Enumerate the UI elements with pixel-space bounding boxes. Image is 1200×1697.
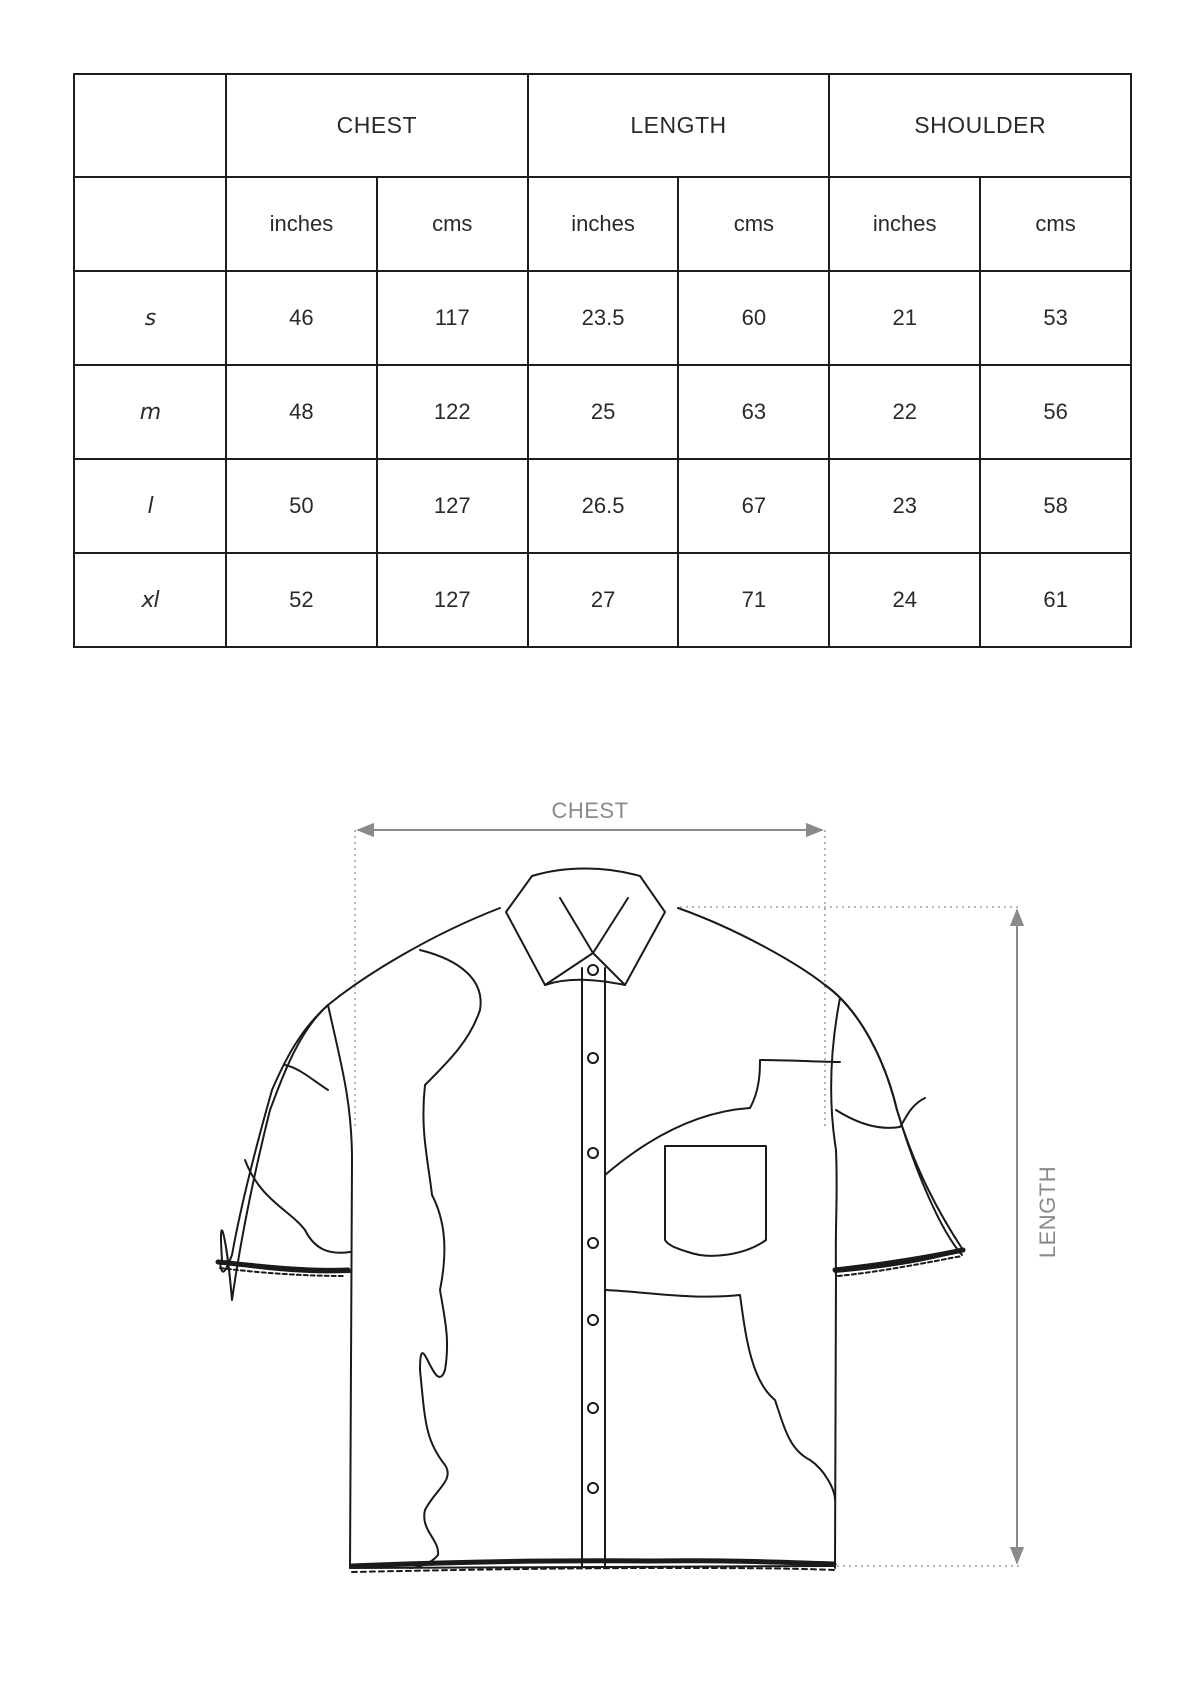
value-cell: 25 bbox=[528, 365, 679, 459]
value-cell: 63 bbox=[678, 365, 829, 459]
value-cell: 127 bbox=[377, 459, 528, 553]
button bbox=[588, 1403, 598, 1413]
value-cell: 71 bbox=[678, 553, 829, 647]
unit-cell: inches bbox=[226, 177, 377, 271]
value-cell: 61 bbox=[980, 553, 1131, 647]
length-label: LENGTH bbox=[1035, 1165, 1060, 1259]
size-label: l bbox=[74, 459, 226, 553]
button bbox=[588, 965, 598, 975]
value-cell: 46 bbox=[226, 271, 377, 365]
value-cell: 50 bbox=[226, 459, 377, 553]
value-cell: 22 bbox=[829, 365, 980, 459]
group-header-length: LENGTH bbox=[528, 74, 830, 177]
value-cell: 21 bbox=[829, 271, 980, 365]
value-cell: 26.5 bbox=[528, 459, 679, 553]
value-cell: 117 bbox=[377, 271, 528, 365]
value-cell: 48 bbox=[226, 365, 377, 459]
value-cell: 127 bbox=[377, 553, 528, 647]
unit-cell: cms bbox=[980, 177, 1131, 271]
chest-label: CHEST bbox=[551, 798, 629, 823]
value-cell: 122 bbox=[377, 365, 528, 459]
group-header-shoulder: SHOULDER bbox=[829, 74, 1131, 177]
unit-cell: inches bbox=[829, 177, 980, 271]
button bbox=[588, 1315, 598, 1325]
unit-cell: cms bbox=[377, 177, 528, 271]
value-cell: 60 bbox=[678, 271, 829, 365]
unit-cell: cms bbox=[678, 177, 829, 271]
value-cell: 52 bbox=[226, 553, 377, 647]
chest-dimension bbox=[355, 798, 825, 1130]
value-cell: 58 bbox=[980, 459, 1131, 553]
value-cell: 67 bbox=[678, 459, 829, 553]
size-label: s bbox=[74, 271, 226, 365]
button bbox=[588, 1053, 598, 1063]
value-cell: 53 bbox=[980, 271, 1131, 365]
button bbox=[588, 1238, 598, 1248]
unit-cell: inches bbox=[528, 177, 679, 271]
size-label: m bbox=[74, 365, 226, 459]
value-cell: 24 bbox=[829, 553, 980, 647]
size-label: xl bbox=[74, 553, 226, 647]
shirt-buttons bbox=[588, 965, 598, 1493]
length-dimension bbox=[680, 907, 1060, 1566]
value-cell: 56 bbox=[980, 365, 1131, 459]
value-cell: 27 bbox=[528, 553, 679, 647]
value-cell: 23 bbox=[829, 459, 980, 553]
value-cell: 23.5 bbox=[528, 271, 679, 365]
button bbox=[588, 1483, 598, 1493]
group-header-chest: CHEST bbox=[226, 74, 528, 177]
button bbox=[588, 1148, 598, 1158]
